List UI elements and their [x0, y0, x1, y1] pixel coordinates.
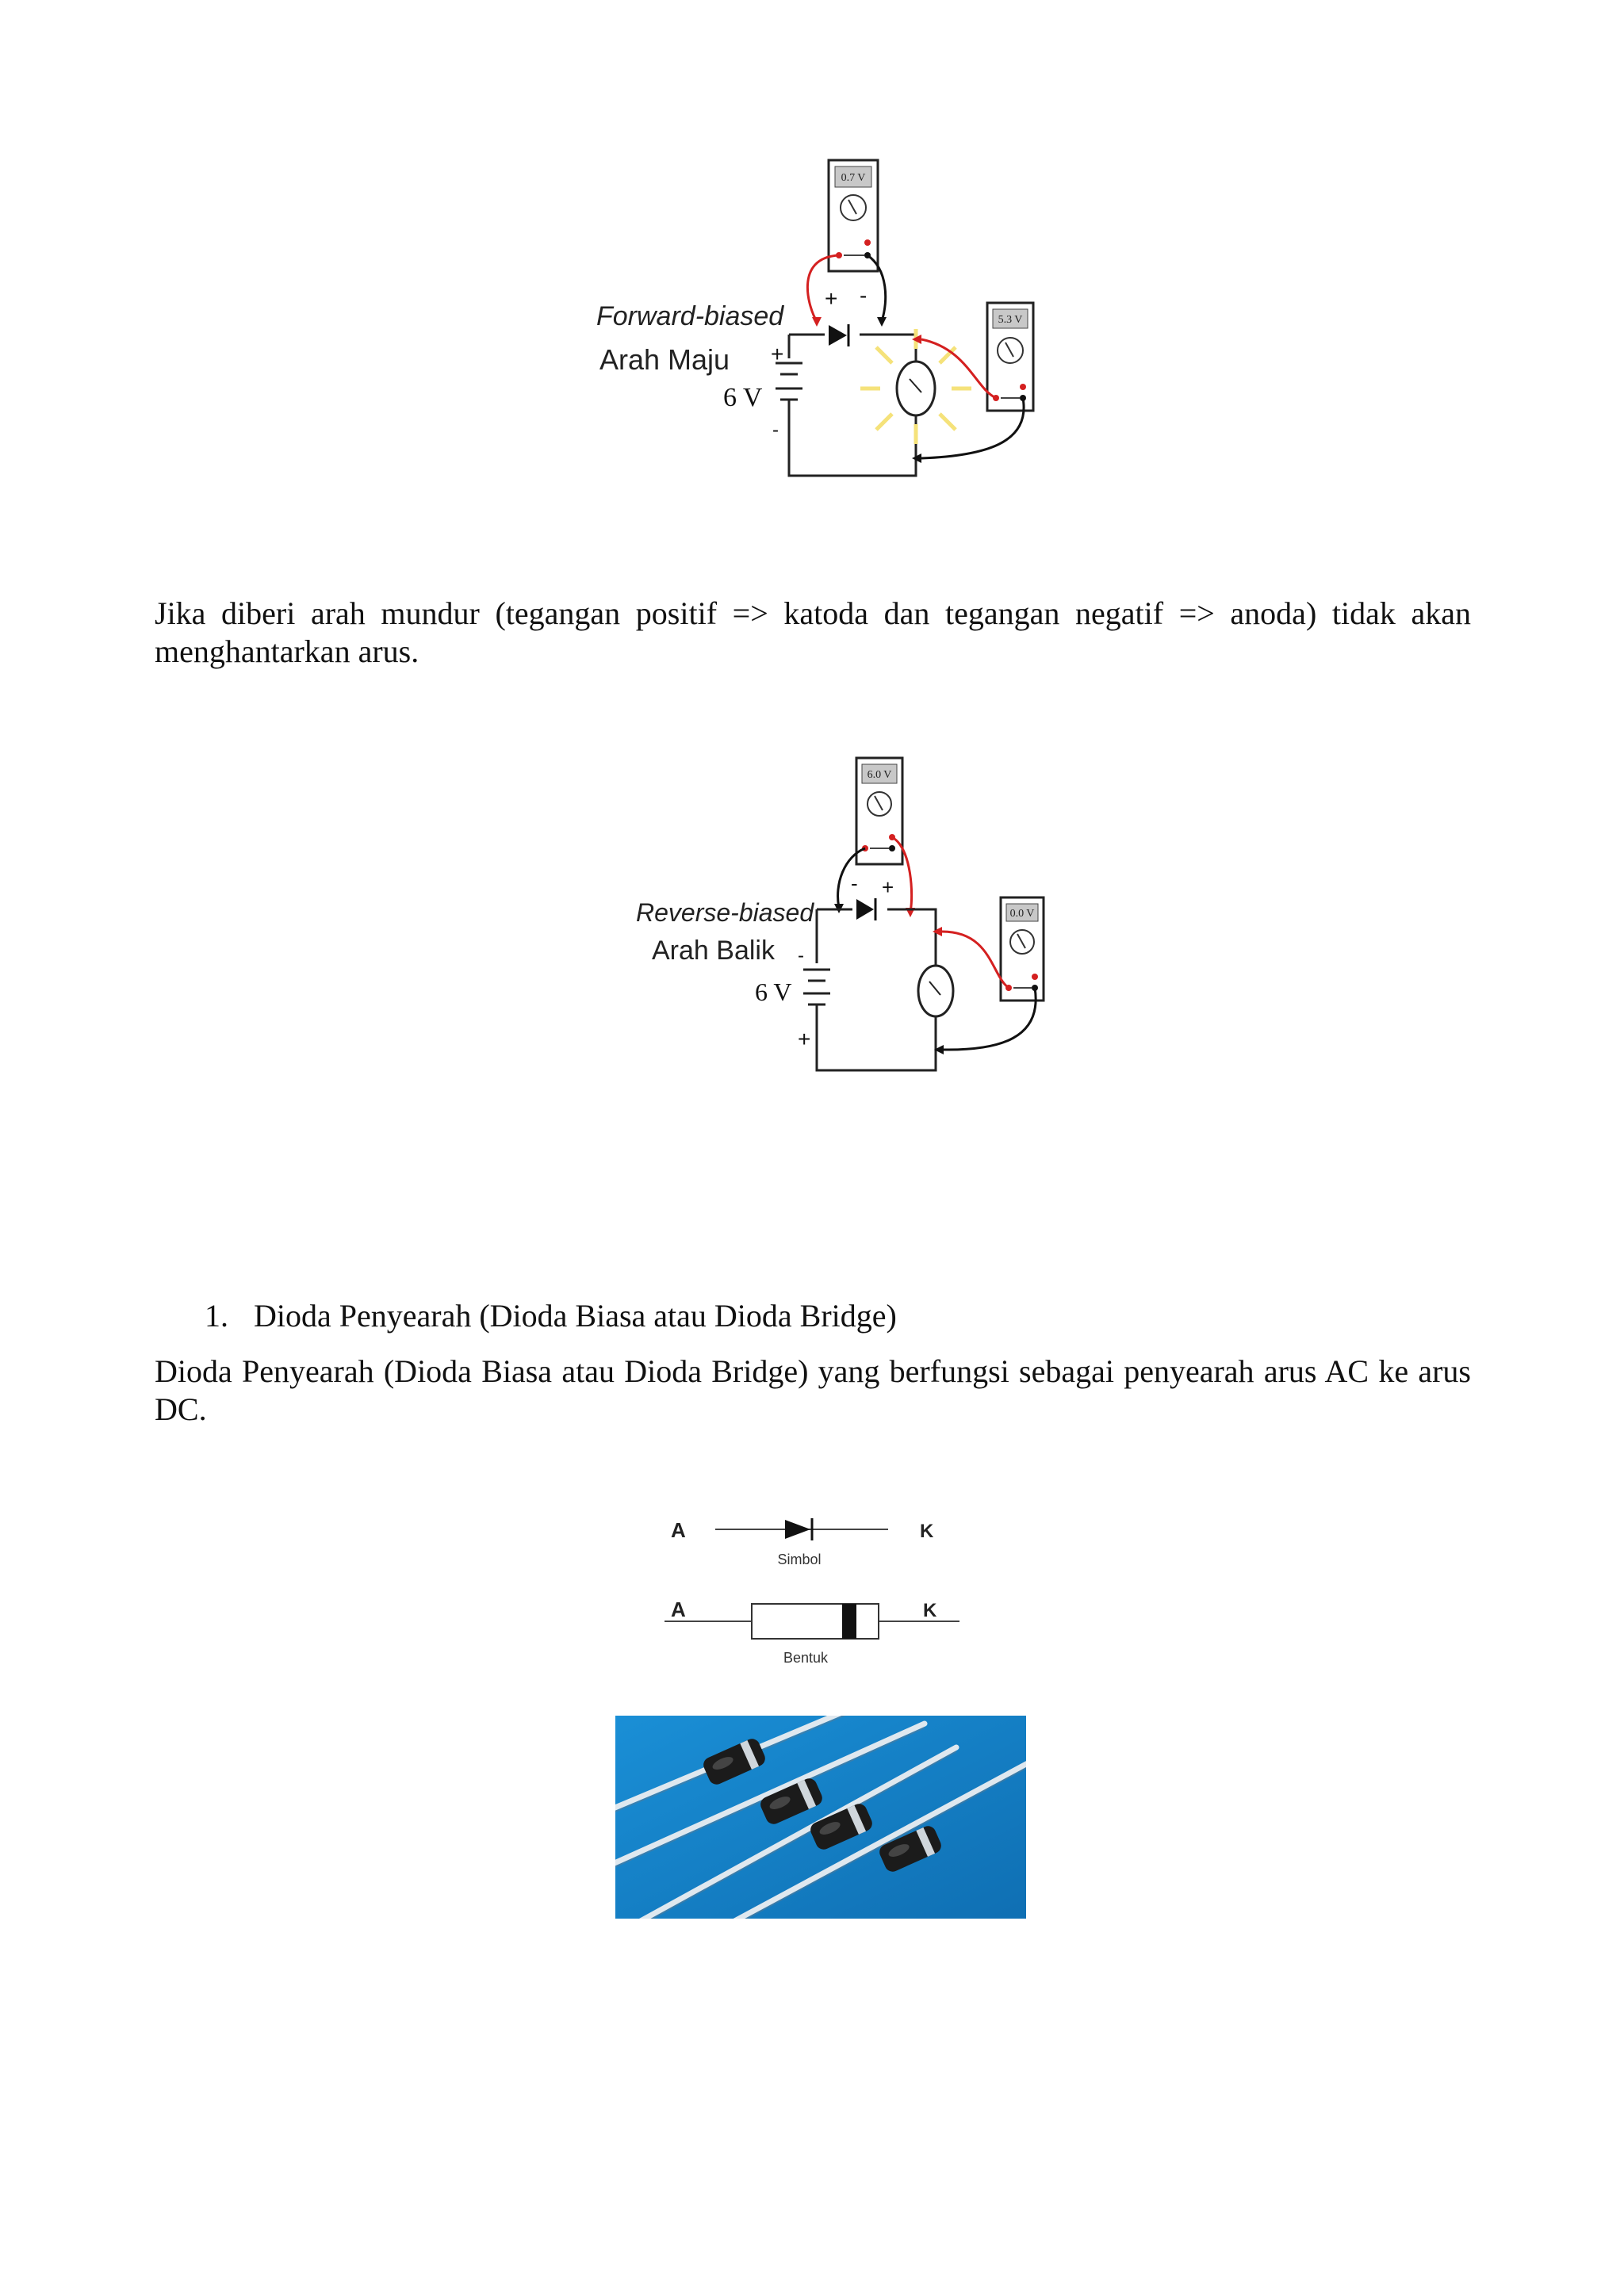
battery-plus: +: [771, 342, 784, 366]
diode-symbol-figure: [658, 1502, 975, 1677]
meter-top-reading: 0.7 V: [841, 172, 866, 184]
shape-caption: Bentuk: [783, 1650, 829, 1666]
multimeter-right: [987, 303, 1033, 411]
symbol-caption: Simbol: [777, 1552, 822, 1567]
meter-top-reading: 6.0 V: [867, 769, 892, 781]
meter-right-reading: 5.3 V: [998, 314, 1023, 326]
list-number: 1.: [205, 1298, 228, 1334]
figure-title-id: Arah Maju: [599, 343, 730, 376]
battery-label: 6 V: [755, 978, 792, 1006]
diode-minus: -: [851, 871, 858, 895]
battery-minus: -: [772, 419, 779, 441]
meter-right-reading: 0.0 V: [1009, 908, 1035, 920]
diode-plus: +: [825, 286, 838, 311]
battery-minus: -: [798, 945, 804, 966]
cathode-label: K: [920, 1521, 934, 1542]
anode-label-2: A: [671, 1598, 686, 1621]
paragraph-reverse-bias: Jika diberi arah mundur (tegangan positif => katoda dan tegangan negatif => anoda) tidak akan menghantarkan arus.: [155, 595, 1471, 669]
diode-plus: +: [882, 875, 894, 899]
diode-photo: [615, 1716, 1026, 1919]
figure-title-id: Arah Balik: [652, 936, 775, 966]
list-text: Dioda Penyearah (Dioda Biasa atau Dioda Bridge): [254, 1298, 897, 1334]
cathode-label-2: K: [923, 1600, 937, 1621]
diode-minus: -: [860, 283, 868, 308]
figure-title-en: Forward-biased: [596, 301, 784, 331]
forward-biased-figure: [555, 151, 1063, 492]
battery-plus: +: [798, 1027, 811, 1051]
paragraph-rectifier: Dioda Penyearah (Dioda Biasa atau Dioda Bridge) yang berfungsi sebagai penyearah arus AC ke arus DC.: [155, 1353, 1471, 1427]
reverse-biased-figure: [619, 745, 1063, 1086]
battery-label: 6 V: [723, 383, 763, 412]
anode-label: A: [671, 1518, 686, 1542]
list-item: [205, 1297, 897, 1335]
figure-title-en: Reverse-biased: [636, 898, 814, 927]
